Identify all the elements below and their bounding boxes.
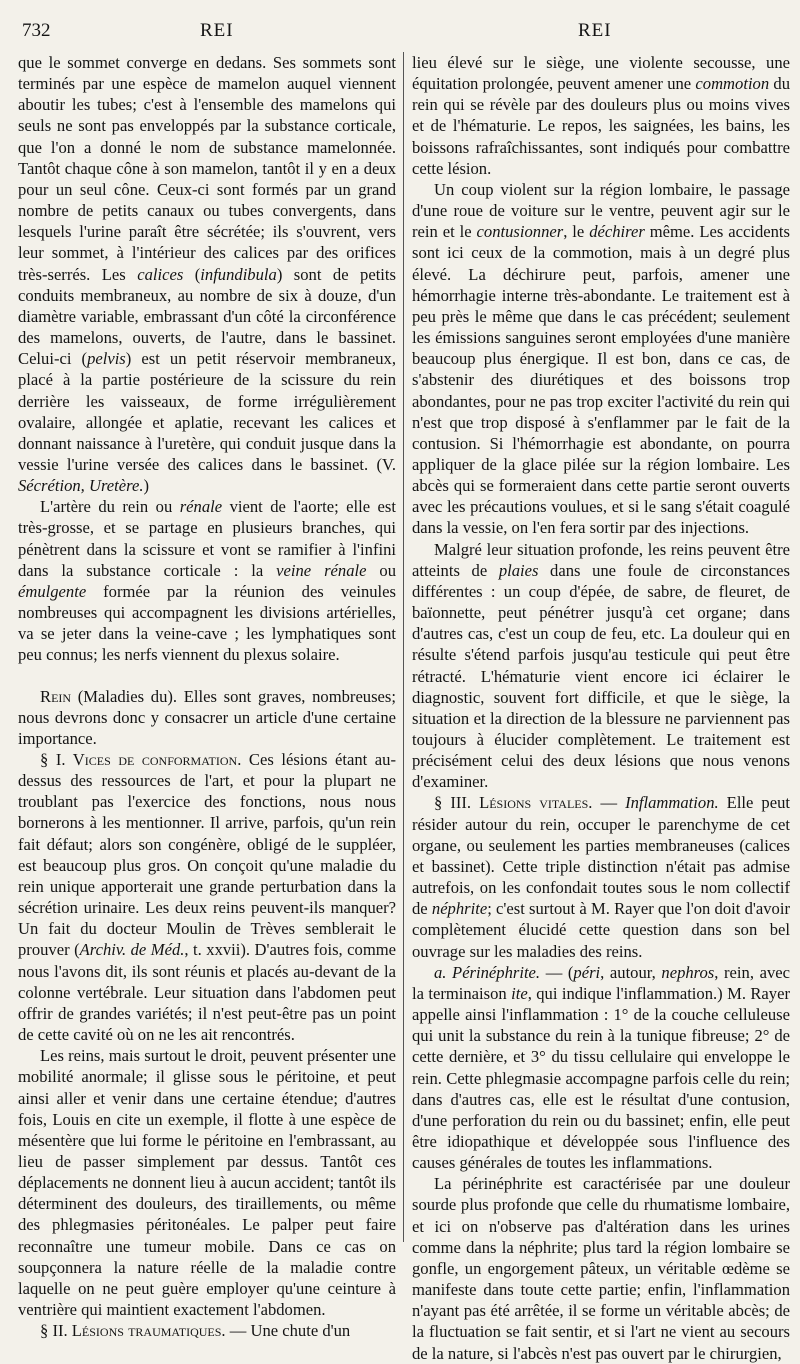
- paragraph-kidney-structure: que le sommet converge en dedans. Ses sommets sont terminés par une espèce de mamelon auquel viennent aboutir les tubes; c'est à l'ensemble des mamelons qui seuls ne sont pas enveloppés par la substance corticale, que l'on a donné le nom de substance mamelonnée. Tantôt chaque cône à son mamelon, tantôt il y en a deux pour un seul cône. Ceux-ci sont formés par un grand nombre de petits canaux ou tubes convergents, dans lesquels l'urine paraît être sécrétée; ils s'ouvrent, vers leur sommet, à l'intérieur des calices par des orifices très-serrés. Les calices (infundibula) sont de petits conduits membraneux, au nombre de six à douze, d'un diamètre variable, embrassant d'un côté la circonférence des mamelons, ouverts, de l'autre, dans le bassinet. Celui-ci (pelvis) est un petit réservoir membraneux, placé à la partie postérieure de la scissure du rein derrière les vaisseaux, de forme irrégulièrement ovalaire, allongée et aplatie, recevant les calices et donnant naissance à l'uretère, qui conduit jusque dans la vessie l'urine versée des calices dans le bassinet. (V. Sécrétion, Uretère.): [18, 53, 396, 496]
- section-heading: § II. Lésions traumatiques.: [40, 1321, 226, 1341]
- paragraph-contusion: Un coup violent sur la région lombaire, le passage d'une roue de voiture sur le ventre, peuvent agir sur le rein et le contusionner, le déchirer même. Les accidents sont ici ceux de la commotion, mais à un degré plus élevé. La déchirure peut, parfois, amener une hémorrhagie interne très-abondante. Le traitement est à peu près le même que dans le cas précédent; seulement les émissions sanguines seront employées d'une manière beaucoup plus énergique. Il est bon, dans ce cas, de s'abstenir des diurétiques et des boissons trop abondantes, pour ne pas trop exciter l'activité du rein qui n'est que trop disposé à s'enflammer par le fait de la contusion. Si l'hémorrhagie est abondante, on pourra appliquer de la glace pilée sur la région lombaire. Les abcès qui se formeraient dans cette partie seront ouverts avec les précautions voulues, et si le sang s'était coagulé dans la vessie, on l'en fera sortir par des injections.: [412, 179, 790, 538]
- section-heading: § I. Vices de conformation.: [40, 750, 242, 769]
- column-divider: [403, 52, 404, 1242]
- headword-right: REI: [578, 20, 612, 41]
- paragraph-perinephrite-symptoms: La périnéphrite est caractérisée par une douleur sourde plus profonde que celle du rhumatisme lombaire, et ici on n'observe pas d'altération dans les urines comme dans la néphrite; plus tard la région lombaire se gonfle, un engorgement pâteux, un véritable œdème se manifeste dans toute cette partie; enfin, l'inflammation n'ayant pas été arrêtée, il se forme un véritable abcès; de la fluctuation se fait sentir, et si l'art ne vient au secours de la nature, si l'abcès n'est pas ouvert par le chirurgien,: [412, 1174, 790, 1363]
- paragraph-mobile-kidney: Les reins, mais surtout le droit, peuvent présenter une mobilité anormale; il glisse sous le péritoine, et peut ainsi aller et venir dans une certaine étendue; d'autres fois, Louis en cite un exemple, il flotte à une espèce de mésentère que lui forme le péritoine en l'embrassant, au lieu de passer simplement par dessus. Tantôt ces déplacements ne donnent lieu à aucun accident; tantôt ils déterminent des douleurs, des tiraillements, ou même des phlegmasies péritonéales. Le palper peut faire reconnaître une tumeur mobile. Dans ce cas on soupçonnera la nature réelle de la maladie contre laquelle on ne peut guère employer qu'une ceinture à ventrière qui maintient exactement l'abdomen.: [18, 1046, 396, 1320]
- left-column: [18, 52, 397, 1341]
- section-heading: § III. Lésions vitales.: [434, 793, 593, 813]
- section-vices-conformation: § I. Vices de conformation. Ces lésions étant au-dessus des ressources de l'art, et pour la plupart ne troublant pas l'exercice des fonctions, nous nous bornerons à les mentionner. Il arrive, parfois, qu'un rein fait défaut; alors son congénère, obligé de le suppléer, est beaucoup plus gros. On conçoit qu'une maladie du rein unique apporterait une grande perturbation dans la sécrétion urinaire. Les deux reins peuvent-ils manquer? Un fait du docteur Moulin de Trèves semblerait le prouver (Archiv. de Méd., t. xxvii). D'autres fois, comme nous l'avons dit, ils sont réunis et placés au-devant de la colonne vertébrale. Leur situation dans l'abdomen peut offrir de grandes variétés; il n'est peut-être pas un point de cette cavité où on ne les ait rencontrés.: [18, 750, 397, 1045]
- section-lesions-traumatiques: § II. Lésions traumatiques. — Une chute d'un: [40, 1321, 351, 1341]
- right-column: [412, 52, 790, 1363]
- section-lesions-vitales: § III. Lésions vitales. — Inflammation. Elle peut résider autour du rein, occuper le parenchyme de cet organe, ou seulement les parties membraneuses (calices et bassinet). Cette triple distinction n'était pas admise autrefois, on les confondait toutes sous le nom collectif de néphrite; c'est surtout à M. Rayer que l'on doit d'avoir complètement élucidé cette question dans son bel ouvrage sur les maladies des reins.: [412, 793, 790, 961]
- entry-headword: Rein: [40, 686, 72, 706]
- paragraph-perinephrite: a. Périnéphrite. — (péri, autour, nephros, rein, avec la terminaison ite, qui indique l'inflammation.) M. Rayer appelle ainsi l'inflammation : 1° de la couche celluleuse qui unit la substance du rein à la tunique fibreuse; 2° de cette dernière, et 3° du tissu cellulaire qui enveloppe le rein. Cette phlegmasie accompagne parfois celle du rein; dans d'autres cas, elle est le résultat d'une contusion, d'une perforation du rein ou du bassinet; enfin, elle peut être idiopathique et développée sous l'influence des causes générales de toutes les inflammations.: [412, 962, 790, 1173]
- page-number: 732: [22, 20, 51, 41]
- entry-rein-maladies: Rein (Maladies du). Elles sont graves, nombreuses; nous devrons donc y consacrer un article d'une certaine importance.: [18, 686, 396, 748]
- subsection-label: a. Périnéphrite.: [434, 962, 541, 982]
- running-header: [0, 20, 800, 44]
- paragraph-commotion: lieu élevé sur le siège, une violente secousse, une équitation prolongée, peuvent amener une commotion du rein qui se révèle par des douleurs plus ou moins vives et de l'hématurie. Le repos, les saignées, les bains, les boissons rafraîchissantes, sont indiqués pour combattre cette lésion.: [412, 53, 790, 178]
- paragraph-renal-artery: L'artère du rein ou rénale vient de l'aorte; elle est très-grosse, et se partage en plusieurs branches, qui pénètrent dans la scissure et vont se ramifier à l'infini dans la substance corticale : la veine rénale ou émulgente formée par la réunion des veinules nombreuses qui accompagnent les divisions artérielles, va se jeter dans la veine-cave ; les lymphatiques sont peu connus; les nerfs viennent du plexus solaire.: [18, 497, 397, 665]
- paragraph-plaies: Malgré leur situation profonde, les reins peuvent être atteints de plaies dans une foule de circonstances différentes : un coup d'épée, de sabre, de fleuret, de baïonnette, peut pénétrer jusqu'à cet organe; dans d'autres cas, c'est un coup de feu, etc. La douleur qui en résulte s'étend parfois jusqu'au testicule qui peut être rétracté. L'hématurie vient encore ici éclairer le diagnostic, souvent fort difficile, et que le siège, la situation et la direction de la blessure ne parviennent pas toujours à élucider complètement. Le traitement est précisément celui des deux lésions que nous venons d'examiner.: [412, 539, 790, 792]
- headword-left: REI: [200, 20, 234, 41]
